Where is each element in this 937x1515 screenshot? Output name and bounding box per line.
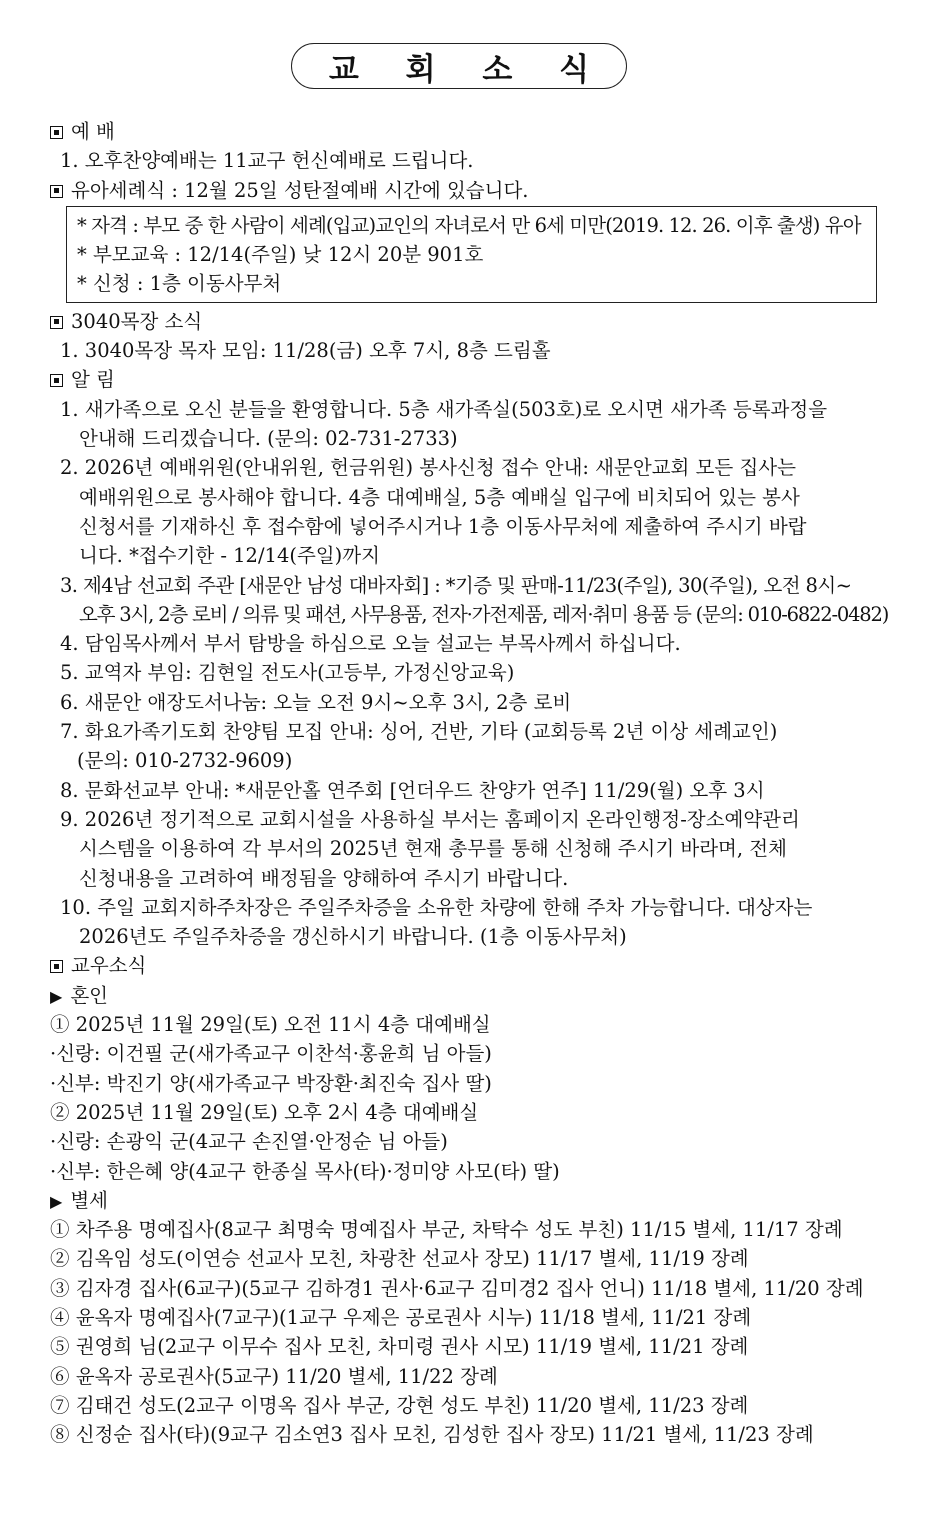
section-baptism xyxy=(50,176,890,205)
square-bullet-icon xyxy=(50,960,63,973)
list-item: 시스템을 이용하여 각 부서의 2025년 현재 총무를 통해 신청해 주시기 바라며, 전체 xyxy=(79,837,787,861)
list-item: ⑦ 김태건 성도(2교구 이명옥 집사 부군, 강현 성도 부친) 11/20 별세, 11/23 장례 xyxy=(50,1393,749,1417)
list-item: ⑧ 신정순 집사(타)(9교구 김소연3 집사 모친, 김성한 집사 장모) 11/21 별세, 11/23 장례 xyxy=(50,1423,814,1447)
subsection-heading: 별세 xyxy=(70,1188,108,1212)
list-item: 8. 문화선교부 안내: *새문안홀 연주회 [언더우드 찬양가 연주] 11/29(월) 오후 3시 xyxy=(60,778,765,802)
section-heading: 예 배 xyxy=(71,120,115,143)
list-item: ⑥ 윤옥자 공로권사(5교구) 11/20 별세, 11/22 장례 xyxy=(50,1364,498,1388)
square-bullet-icon xyxy=(50,185,63,198)
notice-list xyxy=(50,395,890,952)
list-item: 1. 3040목장 목자 모임: 11/28(금) 오후 7시, 8층 드림홀 xyxy=(60,339,551,363)
list-item: ① 차주용 명예집사(8교구 최명숙 명예집사 부군, 차탁수 성도 부친) 11/15 별세, 11/17 장례 xyxy=(50,1218,843,1242)
list-item: 예배위원으로 봉사해야 합니다. 4층 대예배실, 5층 예배실 입구에 비치되어 있는 봉사 xyxy=(79,485,800,509)
list-item: ·신부: 박진기 양(새가족교구 박장환·최진숙 집사 딸) xyxy=(50,1071,492,1095)
section-worship xyxy=(50,117,890,146)
info-line: * 신청 : 1층 이동사무처 xyxy=(77,271,282,295)
section-heading: 알 림 xyxy=(71,368,115,392)
triangle-bullet-icon: ▶ xyxy=(50,986,63,1006)
list-item: ④ 윤옥자 명예집사(7교구)(1교구 우제은 공로권사 시누) 11/18 별세, 11/21 장례 xyxy=(50,1305,752,1329)
section-heading: 유아세례식 : 12월 25일 성탄절예배 시간에 있습니다. xyxy=(71,178,529,202)
list-item: ② 2025년 11월 29일(토) 오후 2시 4층 대예배실 xyxy=(50,1100,479,1124)
list-item: 10. 주일 교회지하주차장은 주일주차증을 소유한 차량에 한해 주차 가능합니다. 대상자는 xyxy=(60,895,813,919)
wedding-list xyxy=(50,1010,890,1186)
square-bullet-icon xyxy=(50,126,63,139)
list-item: 7. 화요가족기도회 찬양팀 모집 안내: 싱어, 건반, 기타 (교회등록 2년 이상 세례교인) xyxy=(60,720,778,744)
list-item: 안내해 드리겠습니다. (문의: 02-731-2733) xyxy=(79,427,458,451)
list-item: ·신부: 한은혜 양(4교구 한종실 목사(타)·정미양 사모(타) 딸) xyxy=(50,1159,560,1183)
list-item: ⑤ 권영희 님(2교구 이무수 집사 모친, 차미령 권사 시모) 11/19 별세, 11/21 장례 xyxy=(50,1335,749,1359)
list-item: (문의: 010-2732-9609) xyxy=(77,749,293,773)
bulletin-content xyxy=(50,117,890,1449)
list-item: 2. 2026년 예배위원(안내위원, 헌금위원) 봉사신청 접수 안내: 새문안교회 모든 집사는 xyxy=(60,456,796,480)
square-bullet-icon xyxy=(50,374,63,387)
list-item: ·신랑: 이건필 군(새가족교구 이찬석·홍윤희 님 아들) xyxy=(50,1042,492,1066)
list-item: 6. 새문안 애장도서나눔: 오늘 오전 9시~오후 3시, 2층 로비 xyxy=(60,690,572,714)
section-members xyxy=(50,951,890,980)
title-box xyxy=(291,43,627,89)
list-item: ·신랑: 손광익 군(4교구 손진열·안정순 님 아들) xyxy=(50,1130,448,1154)
passing-list xyxy=(50,1215,890,1449)
list-item: 오후 3시, 2층 로비 / 의류 및 패션, 사무용품, 전자·가전제품, 레저·취미 용품 등 (문의: 010-6822-0482) xyxy=(79,602,889,626)
triangle-bullet-icon: ▶ xyxy=(50,1191,63,1211)
info-line: * 자격 : 부모 중 한 사람이 세례(입교)교인의 자녀로서 만 6세 미만(2019. 12. 26. 이후 출생) 유아 xyxy=(77,213,861,237)
list-item: 신청서를 기재하신 후 접수함에 넣어주시거나 1층 이동사무처에 제출하여 주시기 바랍 xyxy=(79,514,807,538)
section-pastorate xyxy=(50,307,890,336)
page-title: 교 회 소 식 xyxy=(328,51,608,88)
list-item: 니다. *접수기한 - 12/14(주일)까지 xyxy=(79,544,380,568)
list-item: 1. 오후찬양예배는 11교구 헌신예배로 드립니다. xyxy=(60,149,474,173)
list-item: ③ 김자경 집사(6교구)(5교구 김하경1 권사·6교구 김미경2 집사 언니) 11/18 별세, 11/20 장례 xyxy=(50,1276,864,1300)
list-item: 신청내용을 고려하여 배정됨을 양해하여 주시기 바랍니다. xyxy=(79,866,569,890)
section-heading: 3040목장 소식 xyxy=(71,309,203,333)
section-notices xyxy=(50,365,890,394)
info-line: * 부모교육 : 12/14(주일) 낮 12시 20분 901호 xyxy=(77,242,484,266)
list-item: 5. 교역자 부임: 김현일 전도사(고등부, 가정신앙교육) xyxy=(60,661,515,685)
list-item: 2026년도 주일주차증을 갱신하시기 바랍니다. (1층 이동사무처) xyxy=(79,925,627,949)
list-item: 1. 새가족으로 오신 분들을 환영합니다. 5층 새가족실(503호)로 오시면 새가족 등록과정을 xyxy=(60,397,828,421)
square-bullet-icon xyxy=(50,316,63,329)
baptism-info-box xyxy=(66,206,877,303)
list-item: 9. 2026년 정기적으로 교회시설을 사용하실 부서는 홈페이지 온라인행정-장소예약관리 xyxy=(60,807,800,831)
subsection-wedding xyxy=(50,981,890,1010)
list-item: 4. 담임목사께서 부서 탐방을 하심으로 오늘 설교는 부목사께서 하십니다. xyxy=(60,632,681,656)
list-item: 3. 제4남 선교회 주관 [새문안 남성 대바자회] : *기증 및 판매-11/23(주일), 30(주일), 오전 8시~ xyxy=(60,573,852,597)
subsection-heading: 혼인 xyxy=(70,983,108,1007)
section-heading: 교우소식 xyxy=(71,954,147,978)
subsection-passing xyxy=(50,1186,890,1215)
list-item: ① 2025년 11월 29일(토) 오전 11시 4층 대예배실 xyxy=(50,1013,491,1037)
list-item: ② 김옥임 성도(이연승 선교사 모친, 차광찬 선교사 장모) 11/17 별세, 11/19 장례 xyxy=(50,1247,749,1271)
